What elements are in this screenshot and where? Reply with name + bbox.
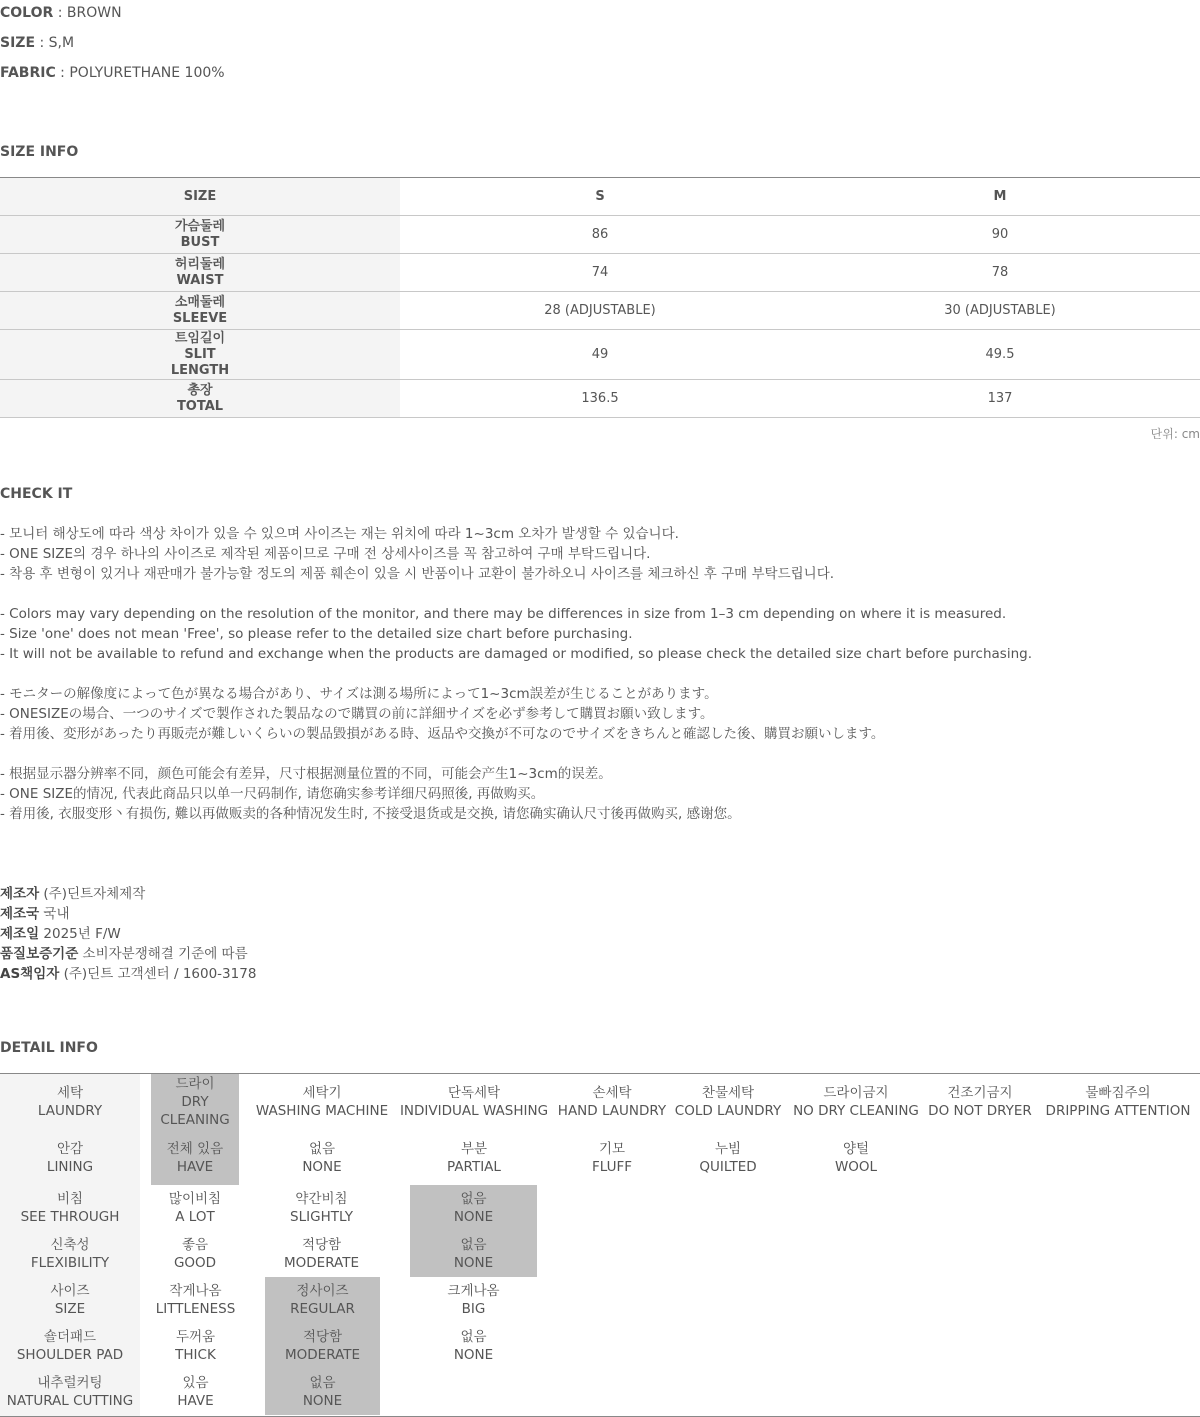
- size-value-m: 49.5: [800, 330, 1200, 380]
- maker-line: [0, 884, 256, 904]
- detail-option-natural-cutting: [140, 1369, 251, 1415]
- size-value-m: 137: [800, 380, 1200, 418]
- fabric-label: FABRIC: [0, 65, 56, 81]
- detail-option-laundry-en: INDIVIDUAL WASHING: [399, 1103, 549, 1119]
- detail-option-lining-ko: 부분: [460, 1140, 488, 1157]
- size-row-label-en: SLEEVE: [172, 310, 228, 326]
- country-line: [0, 904, 256, 924]
- size-table: [0, 177, 1200, 418]
- notes-english: [0, 604, 1200, 664]
- manufacturer-info: [0, 884, 256, 984]
- detail-option-lining-en: QUILTED: [699, 1158, 757, 1175]
- detail-label-shoulder-pad-en: SHOULDER PAD: [16, 1347, 124, 1363]
- date-line: [0, 924, 256, 944]
- detail-option-size: [410, 1277, 537, 1323]
- detail-label-see-through: [0, 1185, 140, 1231]
- detail-option-laundry-ko: 세탁기: [302, 1085, 342, 1101]
- detail-option-lining-en: NONE: [302, 1158, 342, 1175]
- detail-option-flexibility: [410, 1231, 537, 1277]
- detail-option-size-ko: 작게나옴: [169, 1283, 222, 1299]
- color-line: [0, 5, 122, 21]
- detail-option-shoulder-pad: [410, 1323, 537, 1369]
- color-label: COLOR: [0, 5, 54, 21]
- detail-option-laundry-en: HAND LAUNDRY: [557, 1103, 667, 1119]
- detail-option-laundry-en2: CLEANING: [160, 1112, 230, 1128]
- size-col-s: S: [400, 178, 800, 216]
- size-col-m: M: [800, 178, 1200, 216]
- detail-option-see-through-en: NONE: [453, 1209, 494, 1225]
- detail-option-shoulder-pad-en: MODERATE: [285, 1347, 360, 1363]
- detail-option-size: [265, 1277, 380, 1323]
- detail-option-lining: [252, 1130, 392, 1185]
- size-value: : S,M: [35, 35, 75, 51]
- detail-option-laundry: [151, 1074, 239, 1130]
- detail-option-laundry: [924, 1074, 1036, 1130]
- as-line: [0, 964, 256, 984]
- color-value: : BROWN: [53, 5, 122, 21]
- detail-label-lining: [0, 1130, 140, 1185]
- detail-option-natural-cutting-ko: 있음: [182, 1375, 209, 1391]
- size-value-m: 78: [800, 254, 1200, 292]
- detail-option-natural-cutting-en: HAVE: [177, 1393, 214, 1409]
- fabric-line: [0, 65, 225, 81]
- note-line: - 着用後, 衣服变形丶有损伤, 難以再做贩卖的各种情况发生时, 不接受退货或是交换, 请您确实确认尺寸後再做购买, 感谢您。: [0, 806, 741, 822]
- detail-option-laundry: [399, 1074, 549, 1130]
- warranty-label: 품질보증기준: [0, 946, 79, 962]
- detail-label-natural-cutting-en: NATURAL CUTTING: [6, 1393, 134, 1409]
- size-row-label: [0, 292, 400, 330]
- detail-option-lining-en: PARTIAL: [447, 1158, 501, 1175]
- detail-option-lining-ko: 전체 있음: [166, 1140, 224, 1157]
- detail-label-size-ko: 사이즈: [50, 1283, 90, 1299]
- detail-option-lining-ko: 양털: [842, 1140, 870, 1157]
- check-it-title: CHECK IT: [0, 486, 73, 502]
- notes-chinese: [0, 764, 1200, 824]
- note-line: - ONE SIZE의 경우 하나의 사이즈로 제작된 제품이므로 구매 전 상세사이즈를 꼭 참고하여 구매 부탁드립니다.: [0, 546, 651, 562]
- detail-option-laundry-en: COLD LAUNDRY: [674, 1103, 782, 1119]
- detail-label-flexibility-ko: 신축성: [50, 1237, 90, 1253]
- size-row-label-ko: 가슴둘레: [174, 218, 226, 234]
- maker-value: (주)딘트자체제작: [39, 886, 146, 902]
- detail-label-see-through-ko: 비침: [56, 1191, 84, 1207]
- detail-option-laundry-ko: 건조기금지: [947, 1085, 1013, 1101]
- detail-option-size: [140, 1277, 251, 1323]
- detail-option-shoulder-pad-ko: 없음: [460, 1329, 487, 1345]
- detail-option-see-through-en: SLIGHTLY: [290, 1209, 353, 1225]
- note-line: - 根据显示器分辨率不同，颜色可能会有差异，尺寸根据测量位置的不同，可能会产生1~3cm的误差。: [0, 766, 612, 782]
- detail-option-flexibility: [151, 1231, 239, 1277]
- size-value-s: 49: [400, 330, 800, 380]
- detail-option-see-through: [410, 1185, 537, 1231]
- detail-option-laundry-ko: 드라이금지: [823, 1085, 889, 1101]
- size-col-header: SIZE: [0, 178, 400, 216]
- detail-label-lining-ko: 안감: [56, 1140, 84, 1157]
- size-row: [0, 216, 1200, 254]
- detail-option-size-ko: 크게나옴: [447, 1283, 500, 1299]
- size-value-s: 136.5: [400, 380, 800, 418]
- detail-option-laundry: [252, 1074, 392, 1130]
- detail-option-flexibility-en: MODERATE: [284, 1255, 359, 1271]
- detail-label-shoulder-pad: [0, 1323, 140, 1369]
- detail-option-shoulder-pad-ko: 두꺼움: [175, 1329, 216, 1345]
- size-value-m: 30 (ADJUSTABLE): [800, 292, 1200, 330]
- detail-option-lining: [792, 1130, 920, 1185]
- size-line: [0, 35, 74, 51]
- notes-japanese: [0, 684, 1200, 744]
- size-row: [0, 330, 1200, 380]
- as-value: (주)딘트 고객센터 / 1600-3178: [59, 966, 257, 982]
- detail-option-lining-en: WOOL: [834, 1158, 878, 1175]
- detail-option-shoulder-pad-en: NONE: [453, 1347, 494, 1363]
- size-row-label: [0, 254, 400, 292]
- detail-option-flexibility-ko: 적당함: [301, 1237, 342, 1253]
- note-line: - ONESIZEの場合、一つのサイズで製作された製品なので購買の前に詳細サイズを必ず参考して購買お願い致します。: [0, 706, 714, 722]
- size-row-label-en: SLIT: [184, 346, 216, 362]
- detail-label-flexibility: [0, 1231, 140, 1277]
- date-label: 제조일: [0, 926, 40, 942]
- warranty-value: 소비자분쟁해결 기준에 따름: [78, 946, 248, 962]
- detail-option-shoulder-pad-en: THICK: [175, 1347, 216, 1363]
- size-value-m: 90: [800, 216, 1200, 254]
- note-line: - ONE SIZE的情况, 代表此商品只以单一尺码制作, 请您确实参考详细尺码照後, 再做购买。: [0, 786, 545, 802]
- size-row-label-ko: 총장: [187, 382, 213, 398]
- note-line: - モニターの解像度によって色が異なる場合があり、サイズは測る場所によって1~3cm誤差が生じることがあります。: [0, 686, 718, 702]
- detail-option-see-through-ko: 없음: [460, 1191, 487, 1207]
- size-row-label-en: TOTAL: [176, 398, 224, 414]
- detail-option-size-en: REGULAR: [290, 1301, 355, 1317]
- detail-label-laundry-ko: 세탁: [56, 1085, 84, 1101]
- detail-option-lining: [151, 1130, 239, 1185]
- detail-option-lining: [556, 1130, 668, 1185]
- detail-option-lining-en: HAVE: [176, 1158, 214, 1175]
- detail-option-natural-cutting-ko: 없음: [309, 1375, 336, 1391]
- detail-option-lining-ko: 기모: [598, 1140, 626, 1157]
- size-row-label-ko: 허리둘레: [174, 256, 226, 272]
- detail-label-natural-cutting-ko: 내추럴커팅: [37, 1375, 103, 1391]
- detail-option-natural-cutting: [265, 1369, 380, 1415]
- detail-label-laundry-en: LAUNDRY: [37, 1103, 103, 1119]
- detail-label-natural-cutting: [0, 1369, 140, 1415]
- detail-option-laundry-ko: 찬물세탁: [701, 1085, 755, 1101]
- note-line: - Colors may vary depending on the resolution of the monitor, and there may be differences in size from 1–3 cm depending on where it is measured.: [0, 606, 1007, 622]
- size-row: [0, 254, 1200, 292]
- detail-label-laundry: [0, 1074, 140, 1130]
- maker-label: 제조자: [0, 886, 40, 902]
- detail-label-shoulder-pad-ko: 숄더패드: [43, 1329, 97, 1345]
- detail-option-laundry-ko: 손세탁: [592, 1085, 632, 1101]
- size-info-title: SIZE INFO: [0, 144, 79, 160]
- note-line: - It will not be available to refund and exchange when the products are damaged or modified, so please check the detailed size chart before purchasing.: [0, 646, 1032, 662]
- detail-option-lining-en: FLUFF: [591, 1158, 633, 1175]
- date-value: 2025년 F/W: [39, 926, 121, 942]
- detail-option-shoulder-pad: [265, 1323, 380, 1369]
- notes-korean: [0, 524, 1200, 584]
- detail-option-flexibility: [258, 1231, 385, 1277]
- size-row: [0, 380, 1200, 418]
- size-row-label-ko: 소매둘레: [174, 294, 226, 310]
- size-table-header: [0, 178, 1200, 216]
- warranty-line: [0, 944, 256, 964]
- detail-option-laundry: [556, 1074, 668, 1130]
- detail-label-lining-en: LINING: [46, 1158, 94, 1175]
- detail-option-shoulder-pad: [140, 1323, 251, 1369]
- detail-option-laundry: [792, 1074, 920, 1130]
- country-label: 제조국: [0, 906, 40, 922]
- detail-option-laundry-ko: 물빠짐주의: [1085, 1085, 1151, 1101]
- detail-option-see-through: [151, 1185, 239, 1231]
- detail-label-see-through-en: SEE THROUGH: [20, 1209, 120, 1225]
- detail-option-size-en: BIG: [461, 1301, 486, 1317]
- detail-option-laundry-en: DRY: [181, 1094, 209, 1110]
- size-row-label: [0, 380, 400, 418]
- detail-option-see-through-en: A LOT: [175, 1209, 215, 1225]
- detail-option-size-en: LITTLENESS: [155, 1301, 236, 1317]
- detail-option-natural-cutting-en: NONE: [302, 1393, 343, 1409]
- size-row-label: [0, 330, 400, 380]
- detail-option-see-through: [258, 1185, 385, 1231]
- detail-option-laundry-ko: 드라이: [175, 1076, 215, 1092]
- detail-option-see-through-ko: 많이비침: [168, 1191, 222, 1207]
- size-row-label: [0, 216, 400, 254]
- detail-label-flexibility-en: FLEXIBILITY: [30, 1255, 110, 1271]
- detail-option-laundry-en: DO NOT DRYER: [928, 1103, 1032, 1119]
- detail-option-lining-ko: 누빔: [714, 1140, 742, 1157]
- size-row-label-en2: LENGTH: [170, 362, 230, 378]
- detail-option-lining: [672, 1130, 784, 1185]
- size-row-label-ko: 트임길이: [174, 330, 226, 346]
- detail-option-laundry-ko: 단독세탁: [447, 1085, 501, 1101]
- detail-option-lining: [404, 1130, 544, 1185]
- note-line: - 착용 후 변형이 있거나 재판매가 불가능할 정도의 제품 훼손이 있을 시 반품이나 교환이 불가하오니 사이즈를 체크하신 후 구매 부탁드립니다.: [0, 566, 835, 582]
- detail-option-see-through-ko: 약간비침: [295, 1191, 348, 1207]
- detail-info-title: DETAIL INFO: [0, 1040, 98, 1056]
- size-row-label-en: BUST: [180, 234, 220, 250]
- detail-option-laundry-en: NO DRY CLEANING: [793, 1103, 919, 1119]
- detail-option-size-ko: 정사이즈: [296, 1283, 349, 1299]
- country-value: 국내: [39, 906, 70, 922]
- detail-option-laundry-en: DRIPPING ATTENTION: [1045, 1103, 1191, 1119]
- detail-option-flexibility-ko: 좋음: [181, 1237, 209, 1253]
- note-line: - Size 'one' does not mean 'Free', so please refer to the detailed size chart before purchasing.: [0, 626, 633, 642]
- unit-note: 단위: cm: [1150, 427, 1200, 441]
- detail-info-grid: [0, 1073, 1200, 1417]
- detail-option-laundry: [672, 1074, 784, 1130]
- fabric-value: : POLYURETHANE 100%: [55, 65, 225, 81]
- detail-option-flexibility-en: NONE: [453, 1255, 494, 1271]
- detail-option-laundry: [1040, 1074, 1196, 1130]
- size-value-s: 86: [400, 216, 800, 254]
- size-value-s: 28 (ADJUSTABLE): [400, 292, 800, 330]
- note-line: - 모니터 해상도에 따라 색상 차이가 있을 수 있으며 사이즈는 재는 위치에 따라 1~3cm 오차가 발생할 수 있습니다.: [0, 526, 679, 542]
- size-label: SIZE: [0, 35, 36, 51]
- as-label: AS책임자: [0, 966, 60, 982]
- detail-label-size: [0, 1277, 140, 1323]
- detail-option-shoulder-pad-ko: 적당함: [302, 1329, 343, 1345]
- size-row: [0, 292, 1200, 330]
- detail-option-flexibility-ko: 없음: [460, 1237, 487, 1253]
- size-row-label-en: WAIST: [176, 272, 224, 288]
- size-value-s: 74: [400, 254, 800, 292]
- note-line: - 着用後、変形があったり再販売が難しいくらいの製品毀損がある時、返品や交換が不可なのでサイズをきちんと確認した後、購買お願いします。: [0, 726, 885, 742]
- detail-label-size-en: SIZE: [54, 1301, 86, 1317]
- detail-option-lining-ko: 없음: [308, 1140, 336, 1157]
- detail-option-laundry-en: WASHING MACHINE: [255, 1103, 389, 1119]
- detail-option-flexibility-en: GOOD: [173, 1255, 217, 1271]
